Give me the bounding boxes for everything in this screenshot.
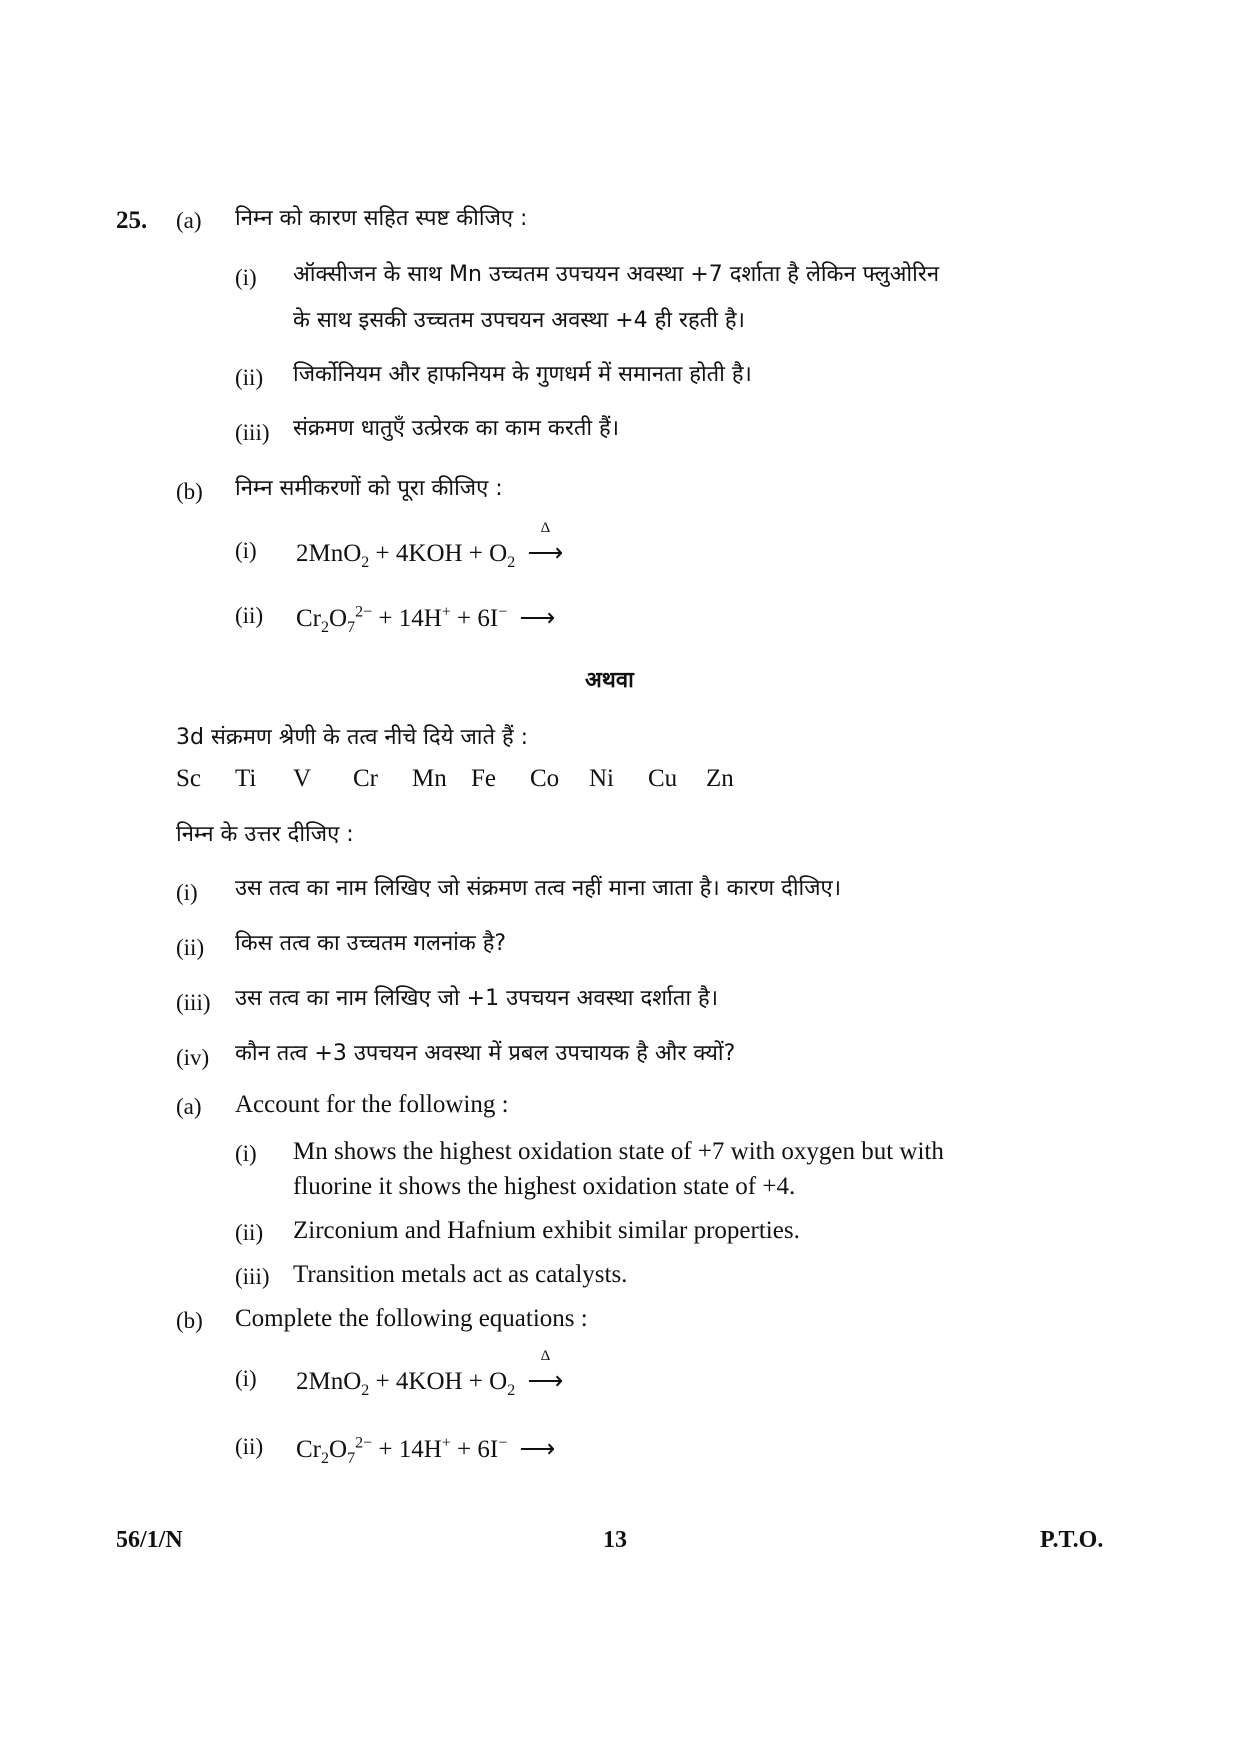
paper-code: 56/1/N — [116, 1527, 183, 1553]
hi-b-text: निम्न समीकरणों को पूरा कीजिए : — [235, 476, 503, 501]
alt-q3-label: (iii) — [176, 990, 211, 1015]
alt-intro: 3d संक्रमण श्रेणी के तत्व नीचे दिये जाते हैं : — [176, 725, 529, 750]
alt-q4-text: कौन तत्व +3 उपचयन अवस्था में प्रबल उपचायक है और क्यों? — [235, 1041, 736, 1066]
element-ti: Ti — [235, 765, 257, 792]
en-a-iii-text: Transition metals act as catalysts. — [293, 1261, 628, 1288]
en-a-iii-label: (iii) — [235, 1264, 270, 1289]
hi-eq1-label: (i) — [235, 538, 257, 563]
en-a-ii-text: Zirconium and Hafnium exhibit similar properties. — [293, 1217, 800, 1244]
element-zn: Zn — [706, 765, 734, 792]
hi-a-i-line2: के साथ इसकी उच्चतम उपचयन अवस्था +4 ही रहती है। — [293, 308, 745, 333]
en-a-i-label: (i) — [235, 1141, 257, 1166]
element-v: V — [293, 765, 312, 792]
alt-q2-label: (ii) — [176, 935, 205, 960]
hi-eq2-label: (ii) — [235, 603, 264, 628]
en-b-label: (b) — [176, 1308, 203, 1333]
en-a-label: (a) — [176, 1094, 202, 1119]
alt-q3-text: उस तत्व का नाम लिखिए जो +1 उपचयन अवस्था दर्शाता है। — [235, 986, 719, 1011]
element-ni: Ni — [589, 765, 614, 792]
alt-q1-label: (i) — [176, 880, 198, 905]
page-number: 13 — [603, 1527, 627, 1553]
element-sc: Sc — [176, 765, 201, 792]
element-mn: Mn — [412, 765, 447, 792]
or-separator: अथवा — [585, 668, 634, 693]
en-a-i-line1: Mn shows the highest oxidation state of +7 with oxygen but with — [293, 1138, 944, 1165]
alt-answer-prompt: निम्न के उत्तर दीजिए : — [176, 822, 354, 847]
en-a-i-line2: fluorine it shows the highest oxidation state of +4. — [293, 1173, 796, 1200]
en-a-ii-label: (ii) — [235, 1220, 264, 1245]
en-eq1-label: (i) — [235, 1366, 257, 1391]
hi-a-iii-text: संक्रमण धातुएँ उत्प्रेरक का काम करती हैं। — [293, 416, 620, 441]
hi-a-ii-text: जिर्कोनियम और हाफनियम के गुणधर्म में समानता होती है। — [293, 362, 752, 387]
hi-equation-1: $2MnO_2 + 4KOH + O_2$ Δ ⟶ — [296, 520, 564, 571]
hi-a-label: (a) — [176, 208, 202, 233]
hi-a-text: निम्न को कारण सहित स्पष्ट कीजिए : — [235, 206, 528, 231]
alt-q2-text: किस तत्व का उच्चतम गलनांक है? — [235, 931, 507, 956]
hi-a-ii-label: (ii) — [235, 365, 264, 390]
alt-q1-text: उस तत्व का नाम लिखिए जो संक्रमण तत्व नहीं माना जाता है। कारण दीजिए। — [235, 876, 842, 901]
hi-a-i-label: (i) — [235, 265, 257, 290]
en-b-text: Complete the following equations : — [235, 1305, 588, 1332]
hi-a-iii-label: (iii) — [235, 420, 270, 445]
hi-b-label: (b) — [176, 479, 203, 504]
element-co: Co — [530, 765, 560, 792]
alt-q4-label: (iv) — [176, 1045, 210, 1070]
hi-equation-2: $Cr_2O_7^{2-} + 14H^+ + 6I^-$ ⟶ — [296, 603, 556, 636]
en-equation-1: $2MnO_2 + 4KOH + O_2$ Δ ⟶ — [296, 1348, 564, 1399]
question-number: 25. — [116, 207, 148, 234]
pto-label: P.T.O. — [1040, 1527, 1104, 1553]
hi-a-i-line1: ऑक्सीजन के साथ Mn उच्चतम उपचयन अवस्था +7 दर्शाता है लेकिन फ्लुओरिन — [293, 262, 940, 287]
en-eq2-label: (ii) — [235, 1434, 264, 1459]
element-cu: Cu — [648, 765, 678, 792]
element-cr: Cr — [353, 765, 378, 792]
element-fe: Fe — [471, 765, 496, 792]
en-equation-2: $Cr_2O_7^{2-} + 14H^+ + 6I^-$ ⟶ — [296, 1434, 556, 1467]
en-a-text: Account for the following : — [235, 1091, 509, 1118]
